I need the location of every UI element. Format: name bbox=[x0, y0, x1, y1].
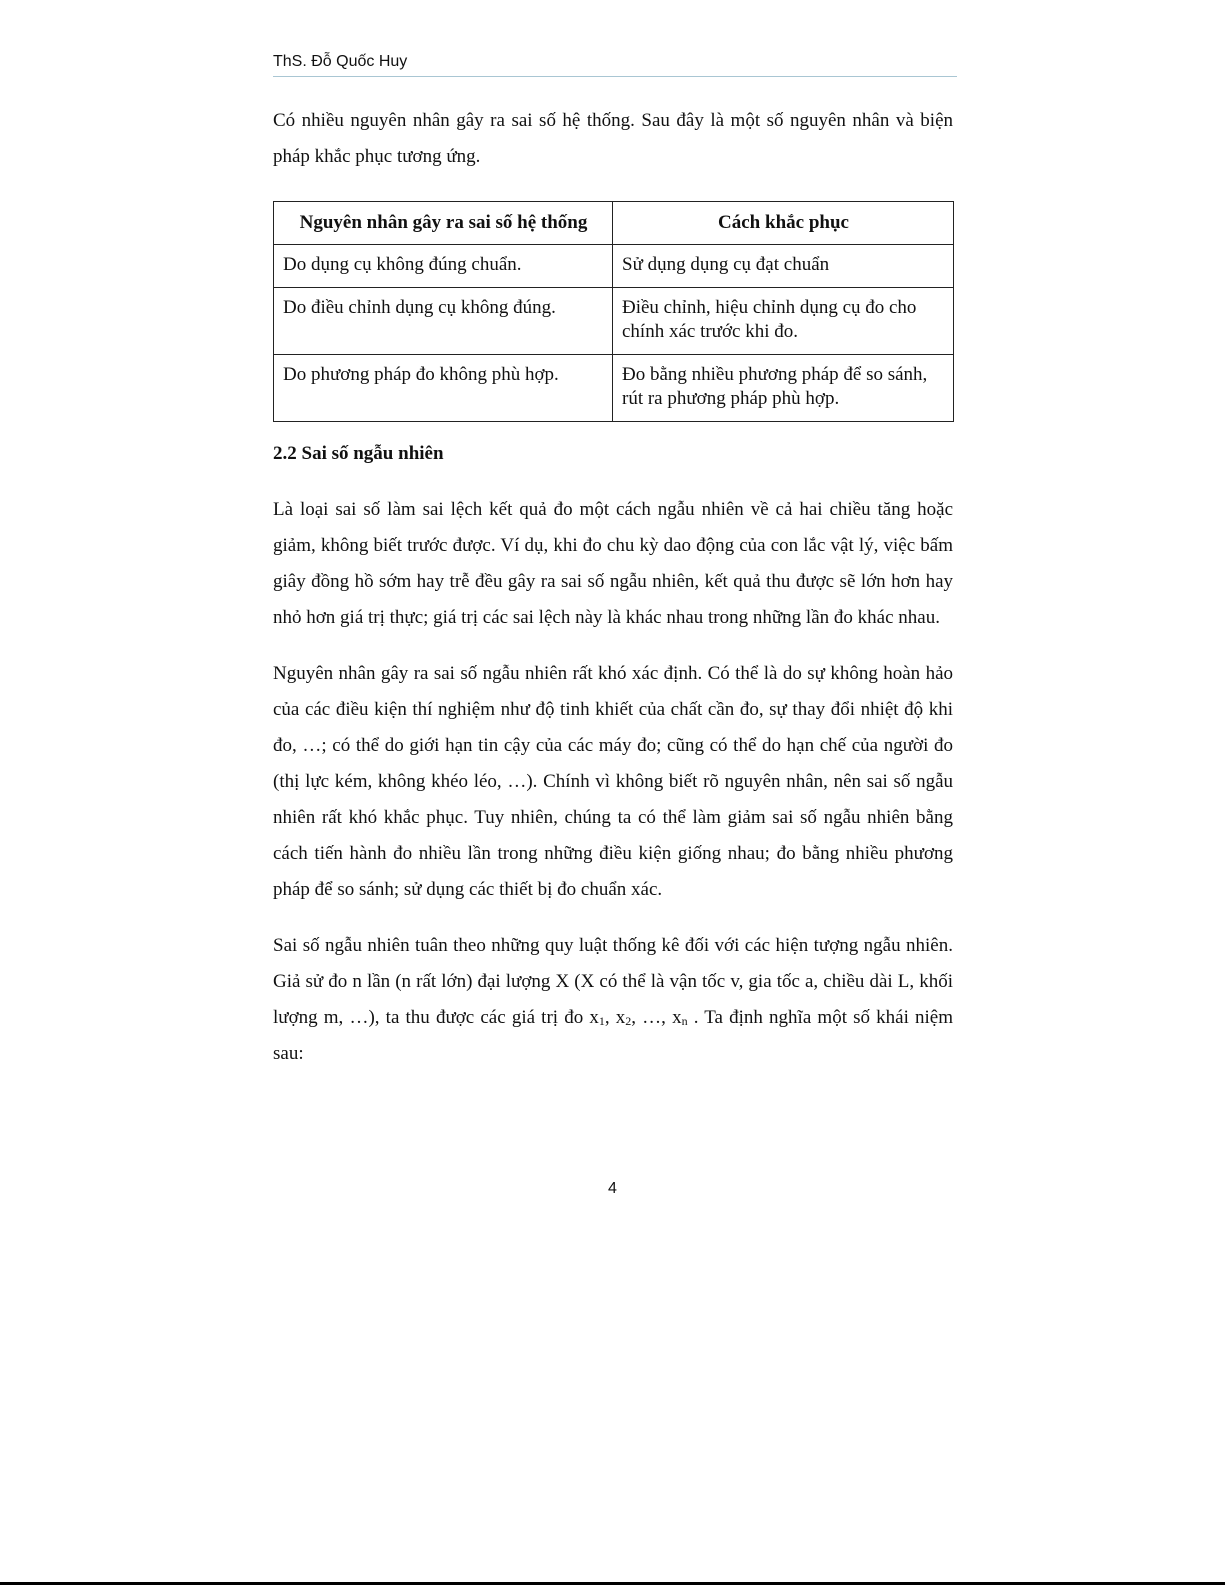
causes-table bbox=[273, 201, 954, 422]
remedy-cell: Sử dụng dụng cụ đạt chuẩn bbox=[613, 245, 954, 288]
page-content bbox=[273, 103, 953, 1072]
subscript-1: 1 bbox=[598, 1014, 605, 1028]
separator: , …, x bbox=[631, 1007, 682, 1028]
body-paragraph: Là loại sai số làm sai lệch kết quả đo một cách ngẫu nhiên về cả hai chiều tăng hoặc giảm, không biết trước được. Ví dụ, khi đo chu kỳ dao động của con lắc vật lý, việc bấm giây đồng hồ sớm hay trễ đều gây ra sai số ngẫu nhiên, kết quả thu được sẽ lớn hơn hay nhỏ hơn giá trị thực; giá trị các sai lệch này là khác nhau trong những lần đo khác nhau. bbox=[273, 499, 953, 628]
body-paragraph: Nguyên nhân gây ra sai số ngẫu nhiên rất khó xác định. Có thể là do sự không hoàn hảo của các điều kiện thí nghiệm như độ tinh khiết của chất cần đo, sự thay đổi nhiệt độ khi đo, …; có thể do giới hạn tin cậy của các máy đo; cũng có thể do hạn chế của người đo (thị lực kém, không khéo léo, …). Chính vì không biết rõ nguyên nhân, nên sai số ngẫu nhiên rất khó khắc phục. Tuy nhiên, chúng ta có thể làm giảm sai số ngẫu nhiên bằng cách tiến hành đo nhiều lần trong những điều kiện giống nhau; đo bằng nhiều phương pháp để so sánh; sử dụng các thiết bị đo chuẩn xác. bbox=[273, 663, 953, 900]
body-paragraph-last bbox=[273, 928, 953, 1072]
subscript-2: 2 bbox=[625, 1014, 632, 1028]
cause-cell: Do phương pháp đo không phù hợp. bbox=[274, 355, 613, 422]
page-number: 4 bbox=[608, 1180, 617, 1197]
remedy-cell: Đo bằng nhiều phương pháp để so sánh, rút ra phương pháp phù hợp. bbox=[613, 355, 954, 422]
text-before: Sai số ngẫu nhiên tuân theo những quy luật thống kê đối với các hiện tượng ngẫu nhiên. Giả sử đo n lần (n rất lớn) đại lượng X (X có thể là vận tốc v, gia tốc a, chiều dài L, khối lượng m, …), ta thu được các giá trị đo x bbox=[273, 935, 953, 1028]
header-remedy: Cách khắc phục bbox=[613, 202, 954, 245]
cause-cell: Do điều chỉnh dụng cụ không đúng. bbox=[274, 288, 613, 355]
intro-paragraph: Có nhiều nguyên nhân gây ra sai số hệ thống. Sau đây là một số nguyên nhân và biện pháp khắc phục tương ứng. bbox=[273, 110, 953, 167]
subscript-n: n bbox=[681, 1014, 688, 1028]
table-row bbox=[274, 245, 954, 288]
header-cause: Nguyên nhân gây ra sai số hệ thống bbox=[274, 202, 613, 245]
cause-cell: Do dụng cụ không đúng chuẩn. bbox=[274, 245, 613, 288]
page-header bbox=[273, 50, 957, 77]
table-row bbox=[274, 355, 954, 422]
remedy-cell: Điều chỉnh, hiệu chỉnh dụng cụ đo cho chính xác trước khi đo. bbox=[613, 288, 954, 355]
table-header-row bbox=[274, 202, 954, 245]
separator: , x bbox=[604, 1007, 626, 1028]
text-after: . Ta định nghĩa một số khái niệm sau: bbox=[273, 1007, 954, 1064]
table-row bbox=[274, 288, 954, 355]
author-name: ThS. Đỗ Quốc Huy bbox=[273, 53, 408, 70]
section-title: 2.2 Sai số ngẫu nhiên bbox=[273, 443, 444, 464]
